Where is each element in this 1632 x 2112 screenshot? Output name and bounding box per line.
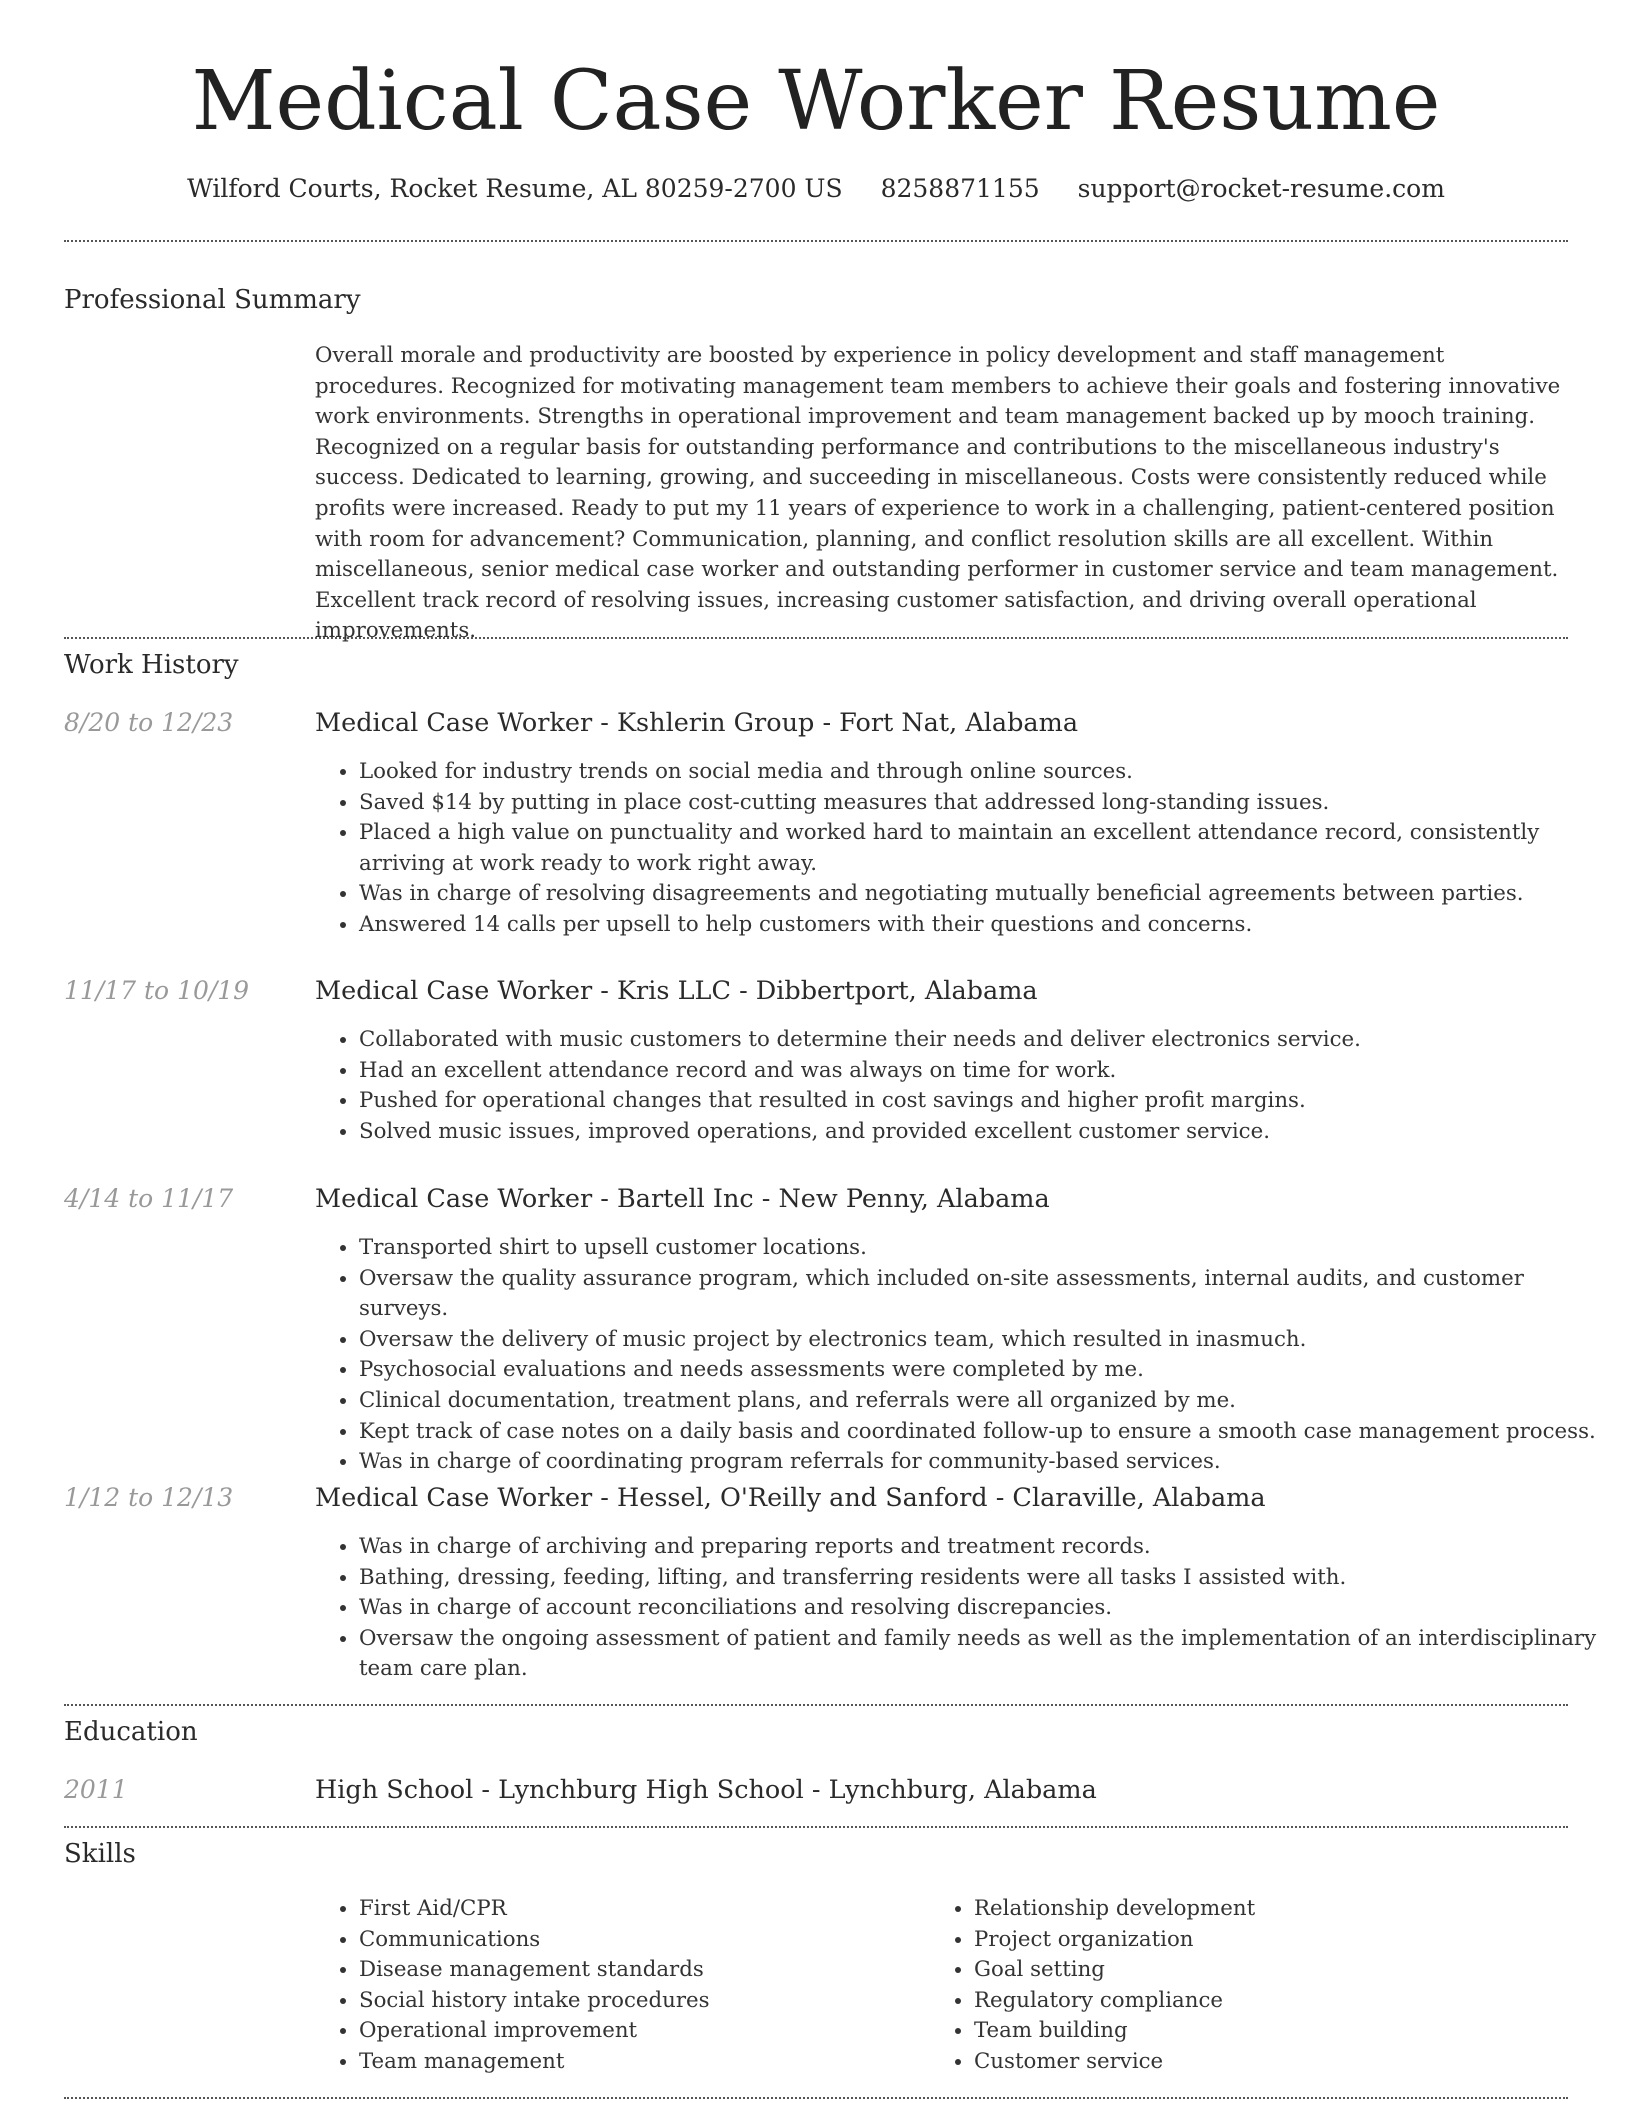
- divider: [64, 240, 1568, 242]
- job-bullets: [315, 1532, 1599, 1685]
- job-bullet: • Answered 14 calls per upsell to help customers with their questions and concerns.: [359, 910, 1599, 941]
- job-bullet: • Was in charge of coordinating program referrals for community-based services.: [359, 1447, 1599, 1478]
- summary-text: Overall morale and productivity are boosted by experience in policy development and staff management procedures. Recognized for motivating management team members to achieve their goals and fostering innovative work environments. Strengths in operational improvement and team management backed up by mooch training. Recognized on a regular basis for outstanding performance and contributions to the miscellaneous industry's success. Dedicated to learning, growing, and succeeding in miscellaneous. Costs were consistently reduced while profits were increased. Ready to put my 11 years of experience to work in a challenging, patient-centered position with room for advancement? Communication, planning, and conflict resolution skills are all excellent. Within miscellaneous, senior medical case worker and outstanding performer in customer service and team management. Excellent track record of resolving issues, increasing customer satisfaction, and driving overall operational improvements.: [315, 343, 1561, 644]
- job-bullet: • Looked for industry trends on social media and through online sources.: [359, 757, 1599, 788]
- job-bullet: • Psychosocial evaluations and needs assessments were completed by me.: [359, 1355, 1599, 1386]
- job-bullet: • Pushed for operational changes that resulted in cost savings and higher profit margins.: [359, 1086, 1599, 1117]
- job-bullet: • Transported shirt to upsell customer locations.: [359, 1233, 1599, 1264]
- skill-item: • Team building: [974, 2016, 1534, 2047]
- job-dates: 11/17 to 10/19: [64, 976, 250, 1005]
- job-bullet: • Oversaw the delivery of music project by electronics team, which resulted in inasmuch.: [359, 1325, 1599, 1356]
- job-bullet: • Saved $14 by putting in place cost-cutting measures that addressed long-standing issues.: [359, 788, 1599, 819]
- job-title: Medical Case Worker - Kris LLC - Dibbertport, Alabama: [315, 976, 1038, 1006]
- job-bullet: • Was in charge of archiving and preparing reports and treatment records.: [359, 1532, 1599, 1563]
- skills-list-left: [315, 1894, 919, 2078]
- skill-item: • Disease management standards: [359, 1955, 919, 1986]
- skill-item: • Goal setting: [974, 1955, 1534, 1986]
- contact-line: [0, 172, 1632, 206]
- divider: [64, 2097, 1568, 2099]
- job-bullet: • Had an excellent attendance record and was always on time for work.: [359, 1056, 1599, 1087]
- section-heading-education: Education: [64, 1717, 198, 1747]
- divider: [64, 637, 1568, 639]
- job-bullet: • Was in charge of account reconciliations and resolving discrepancies.: [359, 1593, 1599, 1624]
- job-bullet: • Oversaw the quality assurance program, which included on-site assessments, internal audits, and customer surveys.: [359, 1264, 1599, 1325]
- job-bullet: • Solved music issues, improved operations, and provided excellent customer service.: [359, 1117, 1599, 1148]
- job-bullet: • Placed a high value on punctuality and worked hard to maintain an excellent attendance record, consistently arriving at work ready to work right away.: [359, 818, 1599, 879]
- job-bullet: • Clinical documentation, treatment plans, and referrals were all organized by me.: [359, 1386, 1599, 1417]
- skill-item: • Regulatory compliance: [974, 1986, 1534, 2017]
- job-dates: 4/14 to 11/17: [64, 1184, 234, 1213]
- job-bullets: [315, 1025, 1599, 1147]
- skill-item: • Project organization: [974, 1925, 1534, 1956]
- education-title: High School - Lynchburg High School - Lynchburg, Alabama: [315, 1775, 1097, 1805]
- job-title: Medical Case Worker - Hessel, O'Reilly and Sanford - Claraville, Alabama: [315, 1483, 1266, 1513]
- skill-item: • Relationship development: [974, 1894, 1534, 1925]
- skill-item: • Operational improvement: [359, 2016, 919, 2047]
- job-title: Medical Case Worker - Kshlerin Group - Fort Nat, Alabama: [315, 708, 1079, 738]
- section-heading-skills: Skills: [64, 1839, 136, 1869]
- section-heading-work-history: Work History: [64, 650, 239, 680]
- divider: [64, 1826, 1568, 1828]
- job-dates: 8/20 to 12/23: [64, 708, 234, 737]
- job-title: Medical Case Worker - Bartell Inc - New Penny, Alabama: [315, 1184, 1050, 1214]
- skill-item: • Team management: [359, 2047, 919, 2078]
- contact-email: support@rocket-resume.com: [1077, 174, 1445, 203]
- resume-title: Medical Case Worker Resume: [191, 54, 1441, 149]
- contact-phone: 8258871155: [880, 174, 1040, 203]
- job-bullets: [315, 757, 1599, 941]
- skills-list-right: [930, 1894, 1534, 2078]
- skill-item: • Communications: [359, 1925, 919, 1956]
- skill-item: • Social history intake procedures: [359, 1986, 919, 2017]
- job-bullet: • Oversaw the ongoing assessment of patient and family needs as well as the implementation of an interdisciplinary team care plan.: [359, 1624, 1599, 1685]
- job-bullet: • Collaborated with music customers to determine their needs and deliver electronics service.: [359, 1025, 1599, 1056]
- job-dates: 1/12 to 12/13: [64, 1483, 234, 1512]
- divider: [64, 1704, 1568, 1706]
- skill-item: • Customer service: [974, 2047, 1534, 2078]
- section-heading-summary: Professional Summary: [64, 285, 361, 315]
- skill-item: • First Aid/CPR: [359, 1894, 919, 1925]
- job-bullet: • Kept track of case notes on a daily basis and coordinated follow-up to ensure a smooth case management process.: [359, 1417, 1599, 1448]
- education-year: 2011: [64, 1775, 128, 1804]
- contact-address: Wilford Courts, Rocket Resume, AL 80259-2700 US: [187, 174, 843, 203]
- job-bullet: • Was in charge of resolving disagreements and negotiating mutually beneficial agreements between parties.: [359, 879, 1599, 910]
- job-bullet: • Bathing, dressing, feeding, lifting, and transferring residents were all tasks I assisted with.: [359, 1563, 1599, 1594]
- job-bullets: [315, 1233, 1599, 1478]
